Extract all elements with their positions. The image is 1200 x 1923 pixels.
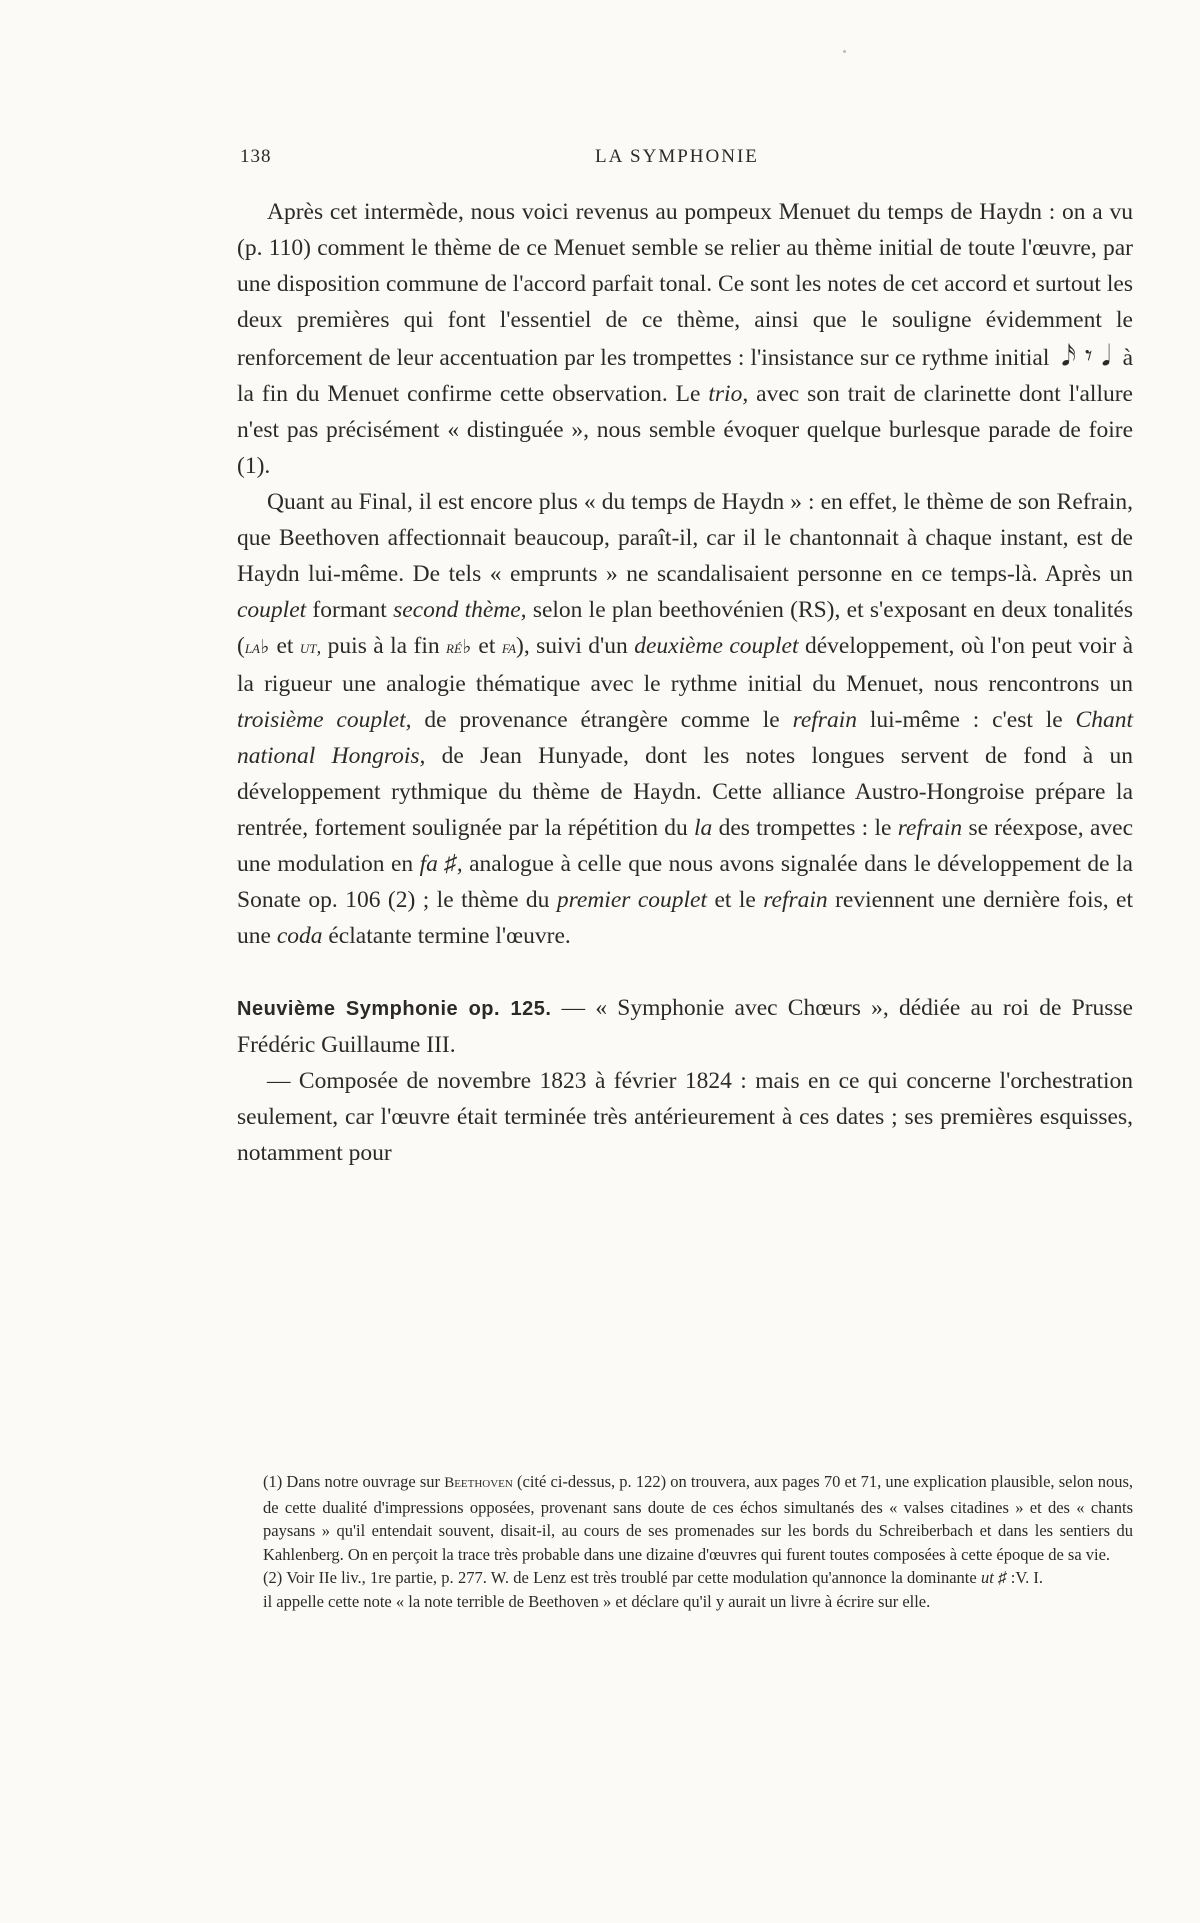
- paragraph-composition: — Composée de novembre 1823 à février 1824 : mais en ce qui concerne l'orchestration seulement, car l'œuvre était terminée très antérieurement à ces dates ; ses premières esquisses, notamment pour: [237, 1068, 1133, 1166]
- footnote-signature: V. I.: [1015, 1568, 1043, 1587]
- running-title: LA SYMPHONIE: [595, 146, 759, 167]
- footnote-1: (1) Dans notre ouvrage sur Beethoven (cité ci-dessus, p. 122) on trouvera, aux pages 70 et 71, une explication plausible, selon nous, de cette dualité d'impressions opposées, provenant sans doute de ces échos simultanés des « valses citadines » et des « chants paysans » qu'il entendait souvent, disait-il, au cours de ses promenades sur les bords du Schreiberbach et dans les sentiers du Kahlenberg. On en perçoit la trace très probable dans une dizaine d'œuvres qui furent toutes composées à cette époque de sa vie. V. I.: [263, 1470, 1133, 1566]
- main-text: [237, 194, 1133, 1171]
- paragraph-menuet: Après cet intermède, nous voici revenus au pompeux Menuet du temps de Haydn : on a vu (p. 110) comment le thème de ce Menuet semble se relier au thème initial de toute l'œuvre, par une disposition commune de l'accord parfait tonal. Ce sont les notes de cet accord et surtout les deux premières qui font l'essentiel de ce thème, ainsi que le souligne évidemment le renforcement de leur accentuation par les trompettes : l'insistance sur ce rythme initial 𝅘𝅥𝅯 𝄾 𝅘𝅥 à la fin du Menuet confirme cette observation. Le trio, avec son trait de clarinette dont l'allure n'est pas précisément « distinguée », nous semble évoquer quelque burlesque parade de foire (1).: [237, 199, 1133, 479]
- page-number: 138: [240, 146, 272, 167]
- rhythm-notation-icon: 𝅘𝅥𝅯 𝄾 𝅘𝅥: [1061, 339, 1111, 372]
- footnotes: [263, 1470, 1133, 1613]
- page-speck: [843, 50, 846, 53]
- running-header: [240, 146, 1130, 176]
- footnote-2: (2) Voir IIe liv., 1re partie, p. 277. W. de Lenz est très troublé par cette modulation qu'annonce la dominante ut ♯ : il appelle cette note « la note terrible de Beethoven » et déclare qu'il y aurait un livre à écrire sur elle.: [263, 1568, 1016, 1611]
- section-title: Neuvième Symphonie op. 125.: [237, 998, 552, 1020]
- paragraph-ninth-symphony: Neuvième Symphonie op. 125. — « Symphonie avec Chœurs », dédiée au roi de Prusse Frédéric Guillaume III.: [237, 995, 1133, 1058]
- paragraph-final: Quant au Final, il est encore plus « du temps de Haydn » : en effet, le thème de son Refrain, que Beethoven affectionnait beaucoup, paraît-il, car il le chantonnait à chaque instant, est de Haydn lui-même. De tels « emprunts » ne scandalisaient personne en ce temps-là. Après un couplet formant second thème, selon le plan beethovénien (RS), et s'exposant en deux tonalités (la♭ et ut, puis à la fin ré♭ et fa), suivi d'un deuxième couplet développement, où l'on peut voir à la rigueur une analogie thématique avec le rythme initial du Menuet, nous rencontrons un troisième couplet, de provenance étrangère comme le refrain lui-même : c'est le Chant national Hongrois, de Jean Hunyade, dont les notes longues servent de fond à un développement rythmique du thème de Haydn. Cette alliance Austro-Hongroise prépare la rentrée, fortement soulignée par la répétition du la des trompettes : le refrain se réexpose, avec une modulation en fa ♯, analogue à celle que nous avons signalée dans le développement de la Sonate op. 106 (2) ; le thème du premier couplet et le refrain reviennent une dernière fois, et une coda éclatante termine l'œuvre.: [237, 489, 1134, 949]
